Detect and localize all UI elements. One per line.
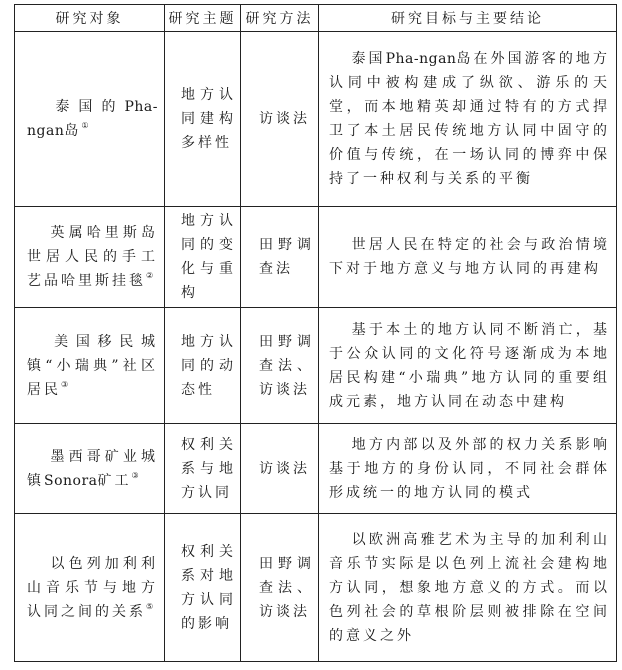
footnote-marker: ③ — [61, 379, 69, 389]
research-conclusion-text-end: 岛在外国游客的地方认同中被构建成了纵欲、游乐的天堂，而本地精英却通过特有的方式捍卫了本土居民传统地方认同中固守的价值与传统，在一场认同的博弈中保持了一种权利与关系的平衡 — [329, 51, 610, 187]
research-conclusion-latin: Pha-ngan — [385, 51, 457, 67]
footnote-marker: ② — [146, 271, 154, 280]
table-row — [15, 308, 617, 424]
table-row — [15, 32, 617, 207]
research-topic-cell: 权利关系与地方认同 — [165, 424, 241, 514]
research-conclusion-text: 地方内部以及外部的权力关系影响基于地方的身份认同，不同社会群体形成统一的地方认同的模式 — [329, 436, 610, 501]
research-conclusion-text: 泰国 — [351, 51, 386, 67]
research-method-cell: 田野调查法 — [241, 207, 319, 308]
research-topic-cell: 权利关系对地方认同的影响 — [165, 514, 241, 662]
header-research-topic: 研究主题 — [165, 5, 241, 32]
research-conclusion-cell — [319, 308, 617, 424]
table-header-row — [15, 5, 617, 32]
research-object-text: 墨西哥矿业城镇 — [27, 448, 158, 489]
research-object-latin: Sonora — [44, 472, 98, 489]
research-summary-table — [14, 4, 617, 662]
research-summary-table-wrapper — [14, 4, 616, 662]
research-conclusion-text: 以欧洲高雅艺术为主导的加利利山音乐节实际是以色列上流社会建构地方认同，想象地方意义的方式。而以色列社会的草根阶层则被排除在空间的意义之外 — [329, 531, 610, 644]
research-topic-cell: 地方认同的动态性 — [165, 308, 241, 424]
research-conclusion-cell — [319, 514, 617, 662]
header-research-method: 研究方法 — [241, 5, 319, 32]
research-conclusion-text: 基于本土的地方认同不断消亡，基于公众认同的文化符号逐渐成为本地居民构建“小瑞典”地方认同的重要组成元素，地方认同在动态中建构 — [329, 321, 610, 410]
research-object-text-end: 矿工 — [97, 472, 132, 489]
research-topic-cell: 地方认同的变化与重构 — [165, 207, 241, 308]
header-research-object: 研究对象 — [15, 5, 165, 32]
research-method-cell: 访谈法 — [241, 32, 319, 207]
research-object-text-end: 岛 — [64, 123, 82, 139]
research-topic-cell: 地方认同建构多样性 — [165, 32, 241, 207]
research-method-cell: 访谈法 — [241, 424, 319, 514]
table-row — [15, 207, 617, 308]
research-object-text: 美国移民城镇“小瑞典”社区居民 — [27, 333, 158, 398]
research-object-cell — [15, 308, 165, 424]
research-object-cell — [15, 32, 165, 207]
research-object-text: 英属哈里斯岛世居人民的手工艺品哈里斯挂毯 — [27, 225, 158, 289]
research-conclusion-text: 世居人民在特定的社会与政治情境下对于地方意义与地方认同的再建构 — [329, 237, 610, 277]
research-object-text: 以色列加利利山音乐节与地方认同之间的关系 — [27, 555, 158, 620]
footnote-marker: ⑤ — [146, 601, 154, 611]
research-object-text: 泰国的 — [49, 99, 125, 115]
footnote-marker: ③ — [131, 470, 139, 480]
table-row — [15, 424, 617, 514]
research-object-cell — [15, 424, 165, 514]
footnote-marker: ① — [81, 121, 89, 130]
research-method-cell: 田野调查法、访谈法 — [241, 514, 319, 662]
research-object-latin: Pha- ngan — [27, 99, 158, 139]
table-row — [15, 514, 617, 662]
header-research-conclusion: 研究目标与主要结论 — [319, 5, 617, 32]
research-conclusion-cell — [319, 207, 617, 308]
research-object-cell — [15, 207, 165, 308]
research-conclusion-cell — [319, 32, 617, 207]
research-conclusion-cell — [319, 424, 617, 514]
research-method-cell: 田野调查法、访谈法 — [241, 308, 319, 424]
research-object-cell — [15, 514, 165, 662]
